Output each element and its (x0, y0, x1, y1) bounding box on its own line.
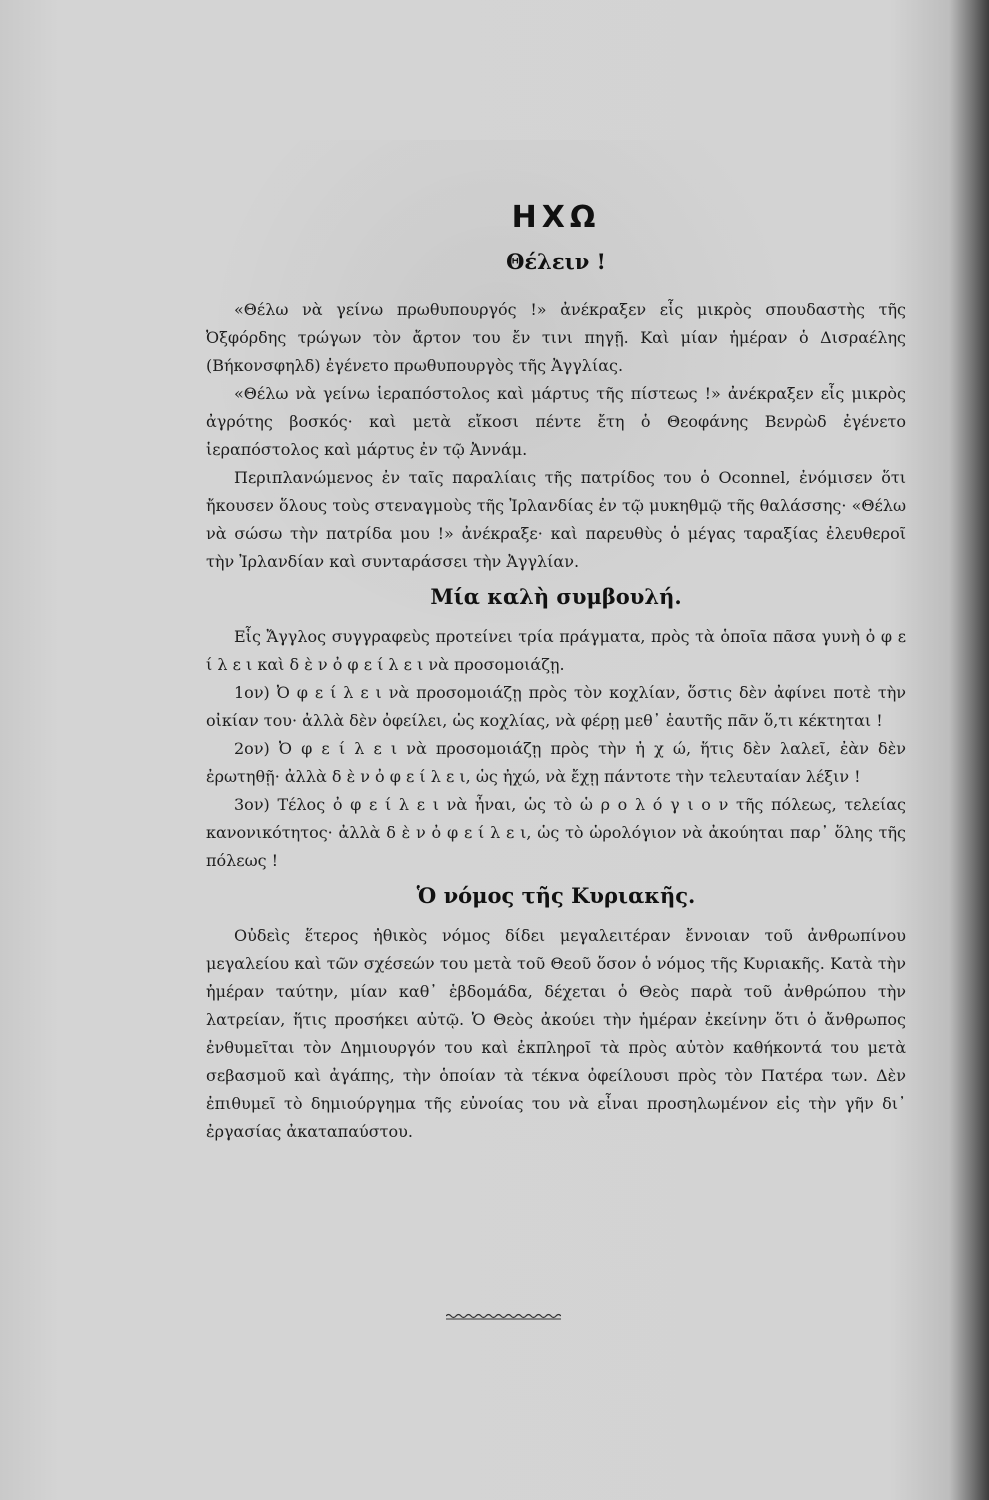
paragraph: 3ον) Τέλος ὀ φ ε ί λ ε ι νὰ ἦναι, ὡς τὸ ὡ ρ ο λ ό γ ι ο ν τῆς πόλεως, τελείας κανονικότητος· ἀλλὰ δ ὲ ν ὀ φ ε ί λ ε ι, ὡς τὸ ὡρολόγιον νὰ ἀκούηται παρ᾽ ὅλης τῆς πόλεως ! (206, 795, 906, 870)
paragraph: Περιπλανώμενος ἐν ταῖς παραλίαις τῆς πατρίδος του ὁ Oconnel, ἐνόμισεν ὅτι ἤκουσεν ὅλους τοὺς στεναγμοὺς τῆς Ἰρλανδίας ἐν τῷ μυκηθμῷ τῆς θαλάσσης· «Θέλω νὰ σώσω τὴν πατρίδα μου !» ἀνέκραξε· καὶ παρευθὺς ὁ μέγας ταραξίας ἐλευθεροῖ τὴν Ἰρλανδίαν καὶ συνταράσσει τὴν Ἀγγλίαν. (206, 468, 906, 571)
paragraph: «Θέλω νὰ γείνω πρωθυπουργός !» ἀνέκραξεν εἷς μικρὸς σπουδαστὴς τῆς Ὀξφόρδης τρώγων τὸν ἄρτον του ἔν τινι πηγῇ. Καὶ μίαν ἡμέραν ὁ Δισραέλης (Βήκονσφηλδ) ἐγένετο πρωθυπουργὸς τῆς Ἀγγλίας. (206, 300, 906, 375)
paragraph: Εἷς Ἄγγλος συγγραφεὺς προτείνει τρία πράγματα, πρὸς τὰ ὁποῖα πᾶσα γυνὴ ὀ φ ε ί λ ε ι καὶ δ ὲ ν ὀ φ ε ί λ ε ι νὰ προσομοιάζῃ. (206, 627, 906, 674)
paragraph: 2ον) Ὀ φ ε ί λ ε ι νὰ προσομοιάζῃ πρὸς τὴν ἠ χ ώ, ἥτις δὲν λαλεῖ, ἐὰν δὲν ἐρωτηθῇ· ἀλλὰ δ ὲ ν ὀ φ ε ί λ ε ι, ὡς ἠχώ, νὰ ἔχῃ πάντοτε τὴν τελευταίαν λέξιν ! (206, 739, 906, 786)
paragraph: «Θέλω νὰ γείνω ἱεραπόστολος καὶ μάρτυς τῆς πίστεως !» ἀνέκραξεν εἷς μικρὸς ἀγρότης βοσκός· καὶ μετὰ εἴκοσι πέντε ἔτη ὁ Θεοφάνης Βενρὼδ ἐγένετο ἱεραπόστολος καὶ μάρτυς ἐν τῷ Ἀννάμ. (206, 384, 906, 459)
article-body (206, 200, 906, 1146)
section-heading-thelein: Θέλειν ! (506, 249, 606, 274)
page-title: ΗΧΩ (511, 200, 601, 235)
paragraph: 1ον) Ὀ φ ε ί λ ε ι νὰ προσομοιάζῃ πρὸς τὸν κοχλίαν, ὅστις δὲν ἀφίνει ποτὲ τὴν οἰκίαν του· ἀλλὰ δὲν ὀφείλει, ὡς κοχλίας, νὰ φέρῃ μεθ᾽ ἑαυτῆς πᾶν ὅ,τι κέκτηται ! (206, 683, 906, 730)
section-heading-kyriaki: Ὁ νόμος τῆς Κυριακῆς. (416, 883, 696, 908)
paragraph: Οὐδεὶς ἕτερος ἠθικὸς νόμος δίδει μεγαλειτέραν ἔννοιαν τοῦ ἀνθρωπίνου μεγαλείου καὶ τῶν σχέσεών του μετὰ τοῦ Θεοῦ ὅσον ὁ νόμος τῆς Κυριακῆς. Κατὰ τὴν ἡμέραν ταύτην, μίαν καθ᾽ ἑβδομάδα, δέχεται ὁ Θεὸς παρὰ τοῦ ἀνθρώπου τὴν λατρείαν, ἥτις προσήκει αὐτῷ. Ὁ Θεὸς ἀκούει τὴν ἡμέραν ἐκείνην ὅτι ὁ ἄνθρωπος ἐνθυμεῖται τὸν Δημιουργόν του καὶ ἐκπληροῖ τὰ πρὸς αὐτὸν καθήκοντά του μετὰ σεβασμοῦ καὶ ἀγάπης, τὴν ὁποίαν τὰ τέκνα ὀφείλουσι πρὸς τὸν Πατέρα των. Δὲν ἐπιθυμεῖ τὸ δημιούργημα τῆς εὐνοίας του νὰ εἶναι προσηλωμένον εἰς τὴν γῆν δι᾽ ἐργασίας ἀκαταπαύστου. (206, 926, 906, 1141)
section-heading-symvouli: Μία καλὴ συμβουλή. (430, 584, 682, 609)
end-rule (446, 1312, 561, 1320)
